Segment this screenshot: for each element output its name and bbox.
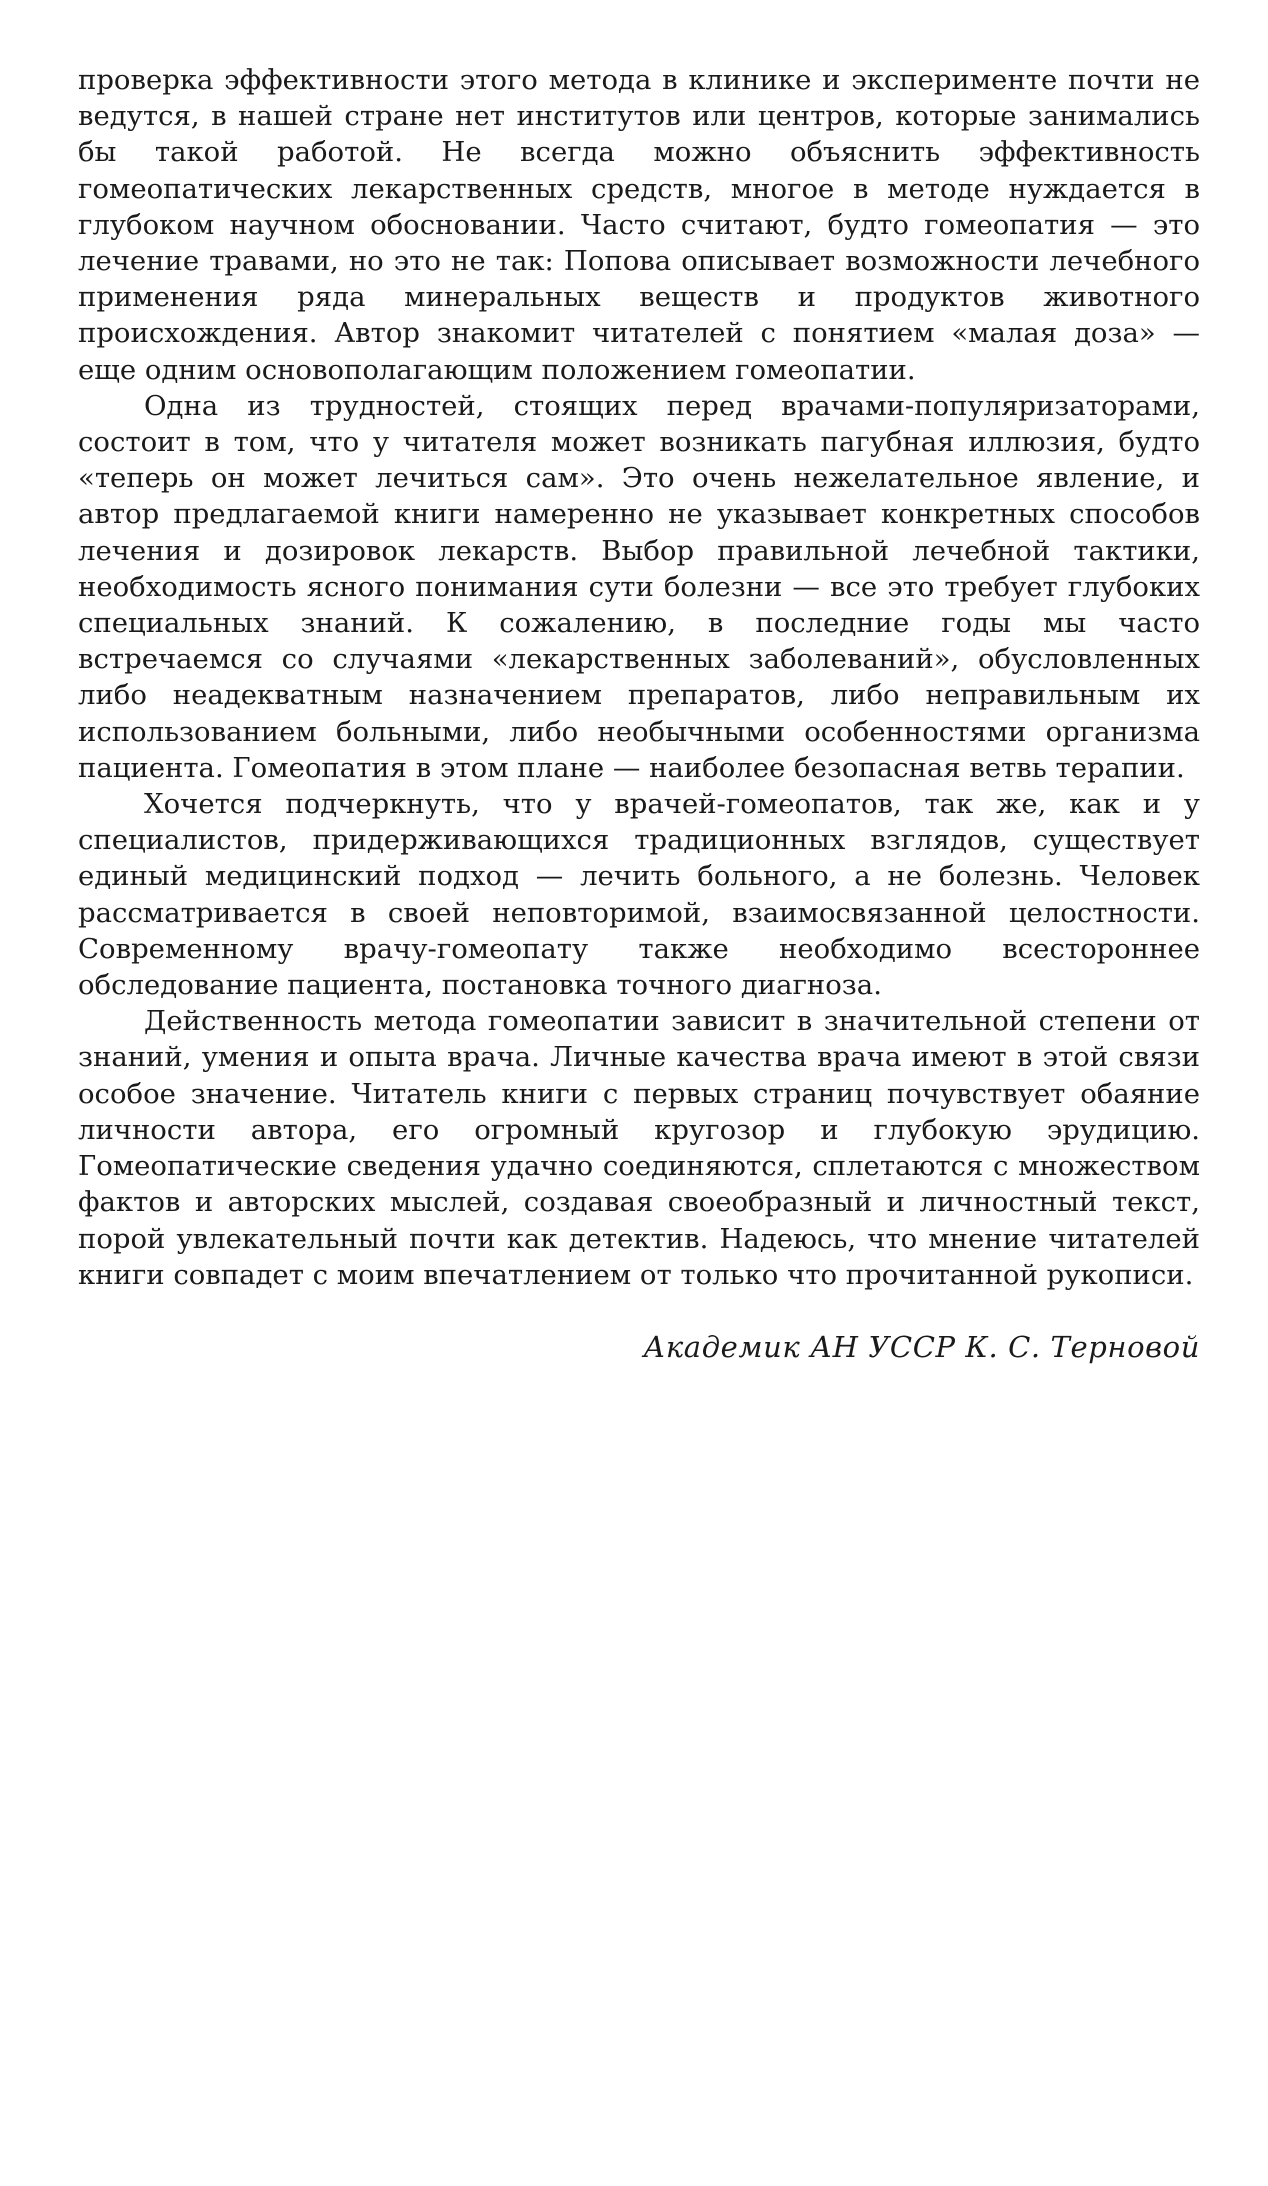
author-signature: Академик АН УССР К. С. Терновой — [643, 1329, 1200, 1364]
paragraph-difficulties: Одна из трудностей, стоящих перед врачами-популяризаторами, состоит в том, что у читателя может возникать пагубная иллюзия, будто «теперь он может лечиться сам». Это очень нежелательное явление, и автор предлагаемой книги намеренно не указывает конкретных способов лечения и дозировок лекарств. Выбор правильной лечебной тактики, необходимость ясного понимания сути болезни — все это требует глубоких специальных знаний. К сожалению, в последние годы мы часто встречаемся со случаями «лекарственных заболеваний», обусловленных либо неадекватным назначением препаратов, либо неправильным их использованием больными, либо необычными особенностями организма пациента. Гомеопатия в этом плане — наиболее безопасная ветвь терапии. — [78, 389, 1200, 784]
paragraph-medical-approach: Хочется подчеркнуть, что у врачей-гомеопатов, так же, как и у специалистов, придерживающихся традиционных взглядов, существует единый медицинский подход — лечить больного, а не болезнь. Человек рассматривается в своей неповторимой, взаимосвязанной целостности. Современному врачу-гомеопату также необходимо всестороннее обследование пациента, постановка точного диагноза. — [78, 788, 1200, 1002]
paragraph-continuation: проверка эффективности этого метода в клинике и эксперименте почти не ведутся, в нашей стране нет институтов или центров, которые занимались бы такой работой. Не всегда можно объяснить эффективность гомеопатических лекарственных средств, многое в методе нуждается в глубоком научном обосновании. Часто считают, будто гомеопатия — это лечение травами, но это не так: Попова описывает возможности лечебного применения ряда минеральных веществ и продуктов животного происхождения. Автор знакомит читателей с понятием «малая доза» — еще одним основополагающим положением гомеопатии. — [78, 64, 1200, 386]
book-page — [78, 62, 1200, 1365]
paragraph-method-effectiveness: Действенность метода гомеопатии зависит в значительной степени от знаний, умения и опыта врача. Личные качества врача имеют в этой связи особое значение. Читатель книги с первых страниц почувствует обаяние личности автора, его огромный кругозор и глубокую эрудицию. Гомеопатические сведения удачно соединяются, сплетаются с множеством фактов и авторских мыслей, создавая своеобразный и личностный текст, порой увлекательный почти как детектив. Надеюсь, что мнение читателей книги совпадет с моим впечатлением от только что прочитанной рукописи. — [78, 1005, 1200, 1291]
